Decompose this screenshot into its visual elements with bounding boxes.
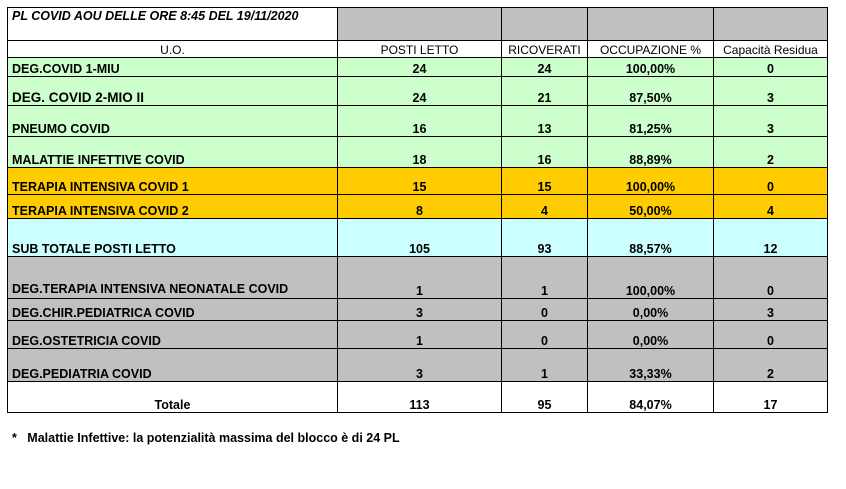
row-name: DEG.OSTETRICIA COVID bbox=[8, 321, 338, 349]
row-ricoverati: 0 bbox=[502, 321, 588, 349]
table-row bbox=[8, 137, 828, 168]
row-posti: 105 bbox=[338, 219, 502, 257]
row-residua: 3 bbox=[714, 77, 828, 106]
table-row bbox=[8, 257, 828, 299]
table-row bbox=[8, 321, 828, 349]
row-ricoverati: 1 bbox=[502, 257, 588, 299]
row-posti: 1 bbox=[338, 257, 502, 299]
covid-beds-table bbox=[7, 7, 828, 413]
row-occupazione: 88,57% bbox=[588, 219, 714, 257]
table-row bbox=[8, 219, 828, 257]
row-name: PNEUMO COVID bbox=[8, 106, 338, 137]
row-name: DEG.PEDIATRIA COVID bbox=[8, 349, 338, 382]
row-posti: 24 bbox=[338, 77, 502, 106]
row-ricoverati: 0 bbox=[502, 299, 588, 321]
row-posti: 3 bbox=[338, 299, 502, 321]
total-row bbox=[8, 382, 828, 413]
row-residua: 2 bbox=[714, 349, 828, 382]
row-residua: 0 bbox=[714, 257, 828, 299]
row-ricoverati: 1 bbox=[502, 349, 588, 382]
row-residua: 0 bbox=[714, 321, 828, 349]
row-name: TERAPIA INTENSIVA COVID 1 bbox=[8, 168, 338, 195]
table-row bbox=[8, 106, 828, 137]
row-occupazione: 33,33% bbox=[588, 349, 714, 382]
row-name: DEG.TERAPIA INTENSIVA NEONATALE COVID bbox=[8, 257, 338, 299]
total-residua: 17 bbox=[714, 382, 828, 413]
table-row bbox=[8, 195, 828, 219]
table-row bbox=[8, 349, 828, 382]
row-posti: 1 bbox=[338, 321, 502, 349]
row-occupazione: 100,00% bbox=[588, 168, 714, 195]
row-posti: 24 bbox=[338, 58, 502, 77]
header-filler bbox=[502, 8, 588, 41]
row-residua: 3 bbox=[714, 299, 828, 321]
row-ricoverati: 13 bbox=[502, 106, 588, 137]
row-name: DEG. COVID 2-MIO II bbox=[8, 77, 338, 106]
total-posti: 113 bbox=[338, 382, 502, 413]
col-header-posti-letto: POSTI LETTO bbox=[338, 41, 502, 58]
row-ricoverati: 24 bbox=[502, 58, 588, 77]
header-filler bbox=[714, 8, 828, 41]
row-ricoverati: 93 bbox=[502, 219, 588, 257]
table-title: PL COVID AOU DELLE ORE 8:45 DEL 19/11/2020 bbox=[8, 8, 338, 41]
row-ricoverati: 16 bbox=[502, 137, 588, 168]
row-name: MALATTIE INFETTIVE COVID bbox=[8, 137, 338, 168]
table-row bbox=[8, 299, 828, 321]
row-posti: 3 bbox=[338, 349, 502, 382]
row-posti: 8 bbox=[338, 195, 502, 219]
row-occupazione: 87,50% bbox=[588, 77, 714, 106]
col-header-ricoverati: RICOVERATI bbox=[502, 41, 588, 58]
col-header-capacita-residua: Capacità Residua bbox=[714, 41, 828, 58]
row-occupazione: 0,00% bbox=[588, 321, 714, 349]
row-name: DEG.CHIR.PEDIATRICA COVID bbox=[8, 299, 338, 321]
row-residua: 3 bbox=[714, 106, 828, 137]
row-occupazione: 0,00% bbox=[588, 299, 714, 321]
row-posti: 18 bbox=[338, 137, 502, 168]
row-name: SUB TOTALE POSTI LETTO bbox=[8, 219, 338, 257]
table-row bbox=[8, 58, 828, 77]
row-posti: 16 bbox=[338, 106, 502, 137]
total-ricoverati: 95 bbox=[502, 382, 588, 413]
footnote: * Malattie Infettive: la potenzialità massima del blocco è di 24 PL bbox=[12, 431, 400, 445]
total-label: Totale bbox=[8, 382, 338, 413]
table-row bbox=[8, 77, 828, 106]
row-residua: 2 bbox=[714, 137, 828, 168]
row-occupazione: 81,25% bbox=[588, 106, 714, 137]
table-row bbox=[8, 168, 828, 195]
row-residua: 12 bbox=[714, 219, 828, 257]
row-occupazione: 100,00% bbox=[588, 58, 714, 77]
total-occupazione: 84,07% bbox=[588, 382, 714, 413]
row-occupazione: 88,89% bbox=[588, 137, 714, 168]
row-residua: 0 bbox=[714, 58, 828, 77]
header-filler bbox=[588, 8, 714, 41]
row-name: DEG.COVID 1-MIU bbox=[8, 58, 338, 77]
row-residua: 0 bbox=[714, 168, 828, 195]
row-ricoverati: 15 bbox=[502, 168, 588, 195]
row-occupazione: 100,00% bbox=[588, 257, 714, 299]
row-residua: 4 bbox=[714, 195, 828, 219]
row-name: TERAPIA INTENSIVA COVID 2 bbox=[8, 195, 338, 219]
row-posti: 15 bbox=[338, 168, 502, 195]
row-ricoverati: 21 bbox=[502, 77, 588, 106]
col-header-occupazione: OCCUPAZIONE % bbox=[588, 41, 714, 58]
col-header-uo: U.O. bbox=[8, 41, 338, 58]
row-ricoverati: 4 bbox=[502, 195, 588, 219]
header-filler bbox=[338, 8, 502, 41]
row-occupazione: 50,00% bbox=[588, 195, 714, 219]
